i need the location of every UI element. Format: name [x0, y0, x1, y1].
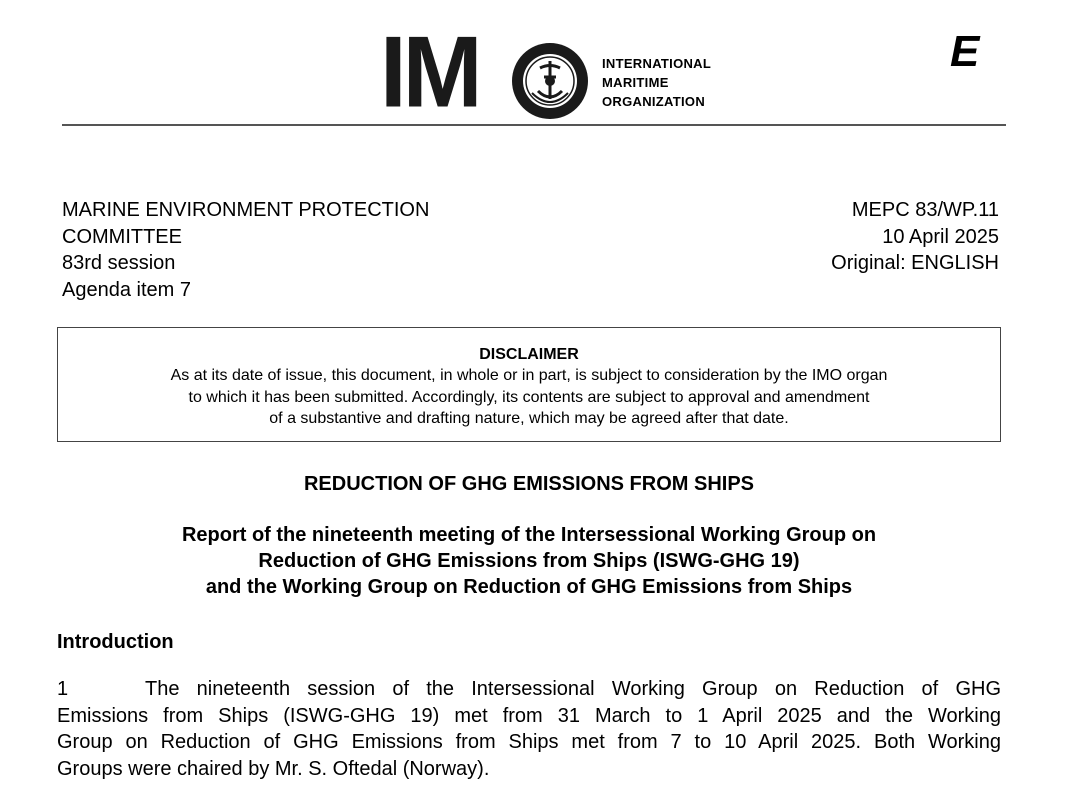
- logo-drawn: IM: [380, 16, 479, 129]
- paragraph-line: Emissions from Ships (ISWG-GHG 19) met from 31 March to 1 April 2025 and the Working: [57, 704, 1001, 727]
- disclaimer-body: [58, 365, 1000, 430]
- disclaimer-line: of a substantive and drafting nature, which may be agreed after that date.: [269, 410, 789, 427]
- document-title: REDUCTION OF GHG EMISSIONS FROM SHIPS: [303, 473, 755, 495]
- document-date: 10 April 2025: [882, 225, 999, 248]
- report-title: [0, 522, 1058, 600]
- agenda-item-line: Agenda item 7: [62, 278, 191, 301]
- paragraph-text: The nineteenth session of the Intersessional Working Group on Reduction of GHG: [145, 678, 1001, 700]
- language-code: E: [950, 27, 980, 76]
- section-heading-introduction: Introduction: [57, 631, 174, 653]
- org-line: INTERNATIONAL: [602, 56, 712, 71]
- session-line: 83rd session: [62, 252, 176, 274]
- paragraph-number: 1: [57, 678, 69, 700]
- organization-name: [602, 54, 711, 111]
- document-symbol: MEPC 83/WP.11: [851, 199, 999, 221]
- report-title-line: Reduction of GHG Emissions from Ships (ISWG-GHG 19): [258, 550, 800, 572]
- committee-line: MARINE ENVIRONMENT PROTECTION: [62, 199, 430, 221]
- paragraph-line: Groups were chaired by Mr. S. Oftedal (Norway).: [57, 757, 490, 780]
- committee-block: [62, 197, 429, 303]
- disclaimer-box: [57, 327, 1001, 442]
- org-line: ORGANIZATION: [602, 94, 706, 109]
- disclaimer-title: DISCLAIMER: [479, 346, 579, 363]
- header-divider: [62, 124, 1006, 126]
- committee-line: COMMITTEE: [62, 225, 182, 248]
- disclaimer-line: As at its date of issue, this document, in whole or in part, is subject to consideration by the IMO organ: [170, 367, 888, 384]
- disclaimer-line: to which it has been submitted. Accordingly, its contents are subject to approval and amendment: [188, 388, 870, 406]
- report-title-line: and the Working Group on Reduction of GHG Emissions from Ships: [205, 576, 853, 598]
- report-title-line: Report of the nineteenth meeting of the Intersessional Working Group on: [181, 524, 877, 546]
- original-language: Original: ENGLISH: [831, 252, 999, 274]
- paragraph-line: [57, 676, 1001, 703]
- paragraph-1: [57, 676, 1001, 782]
- paragraph-line: Group on Reduction of GHG Emissions from Ships met from 7 to 10 April 2025. Both Working: [57, 731, 1001, 753]
- document-info-block: [831, 197, 999, 277]
- org-line: MARITIME: [602, 75, 669, 90]
- imo-emblem-icon: [510, 41, 590, 121]
